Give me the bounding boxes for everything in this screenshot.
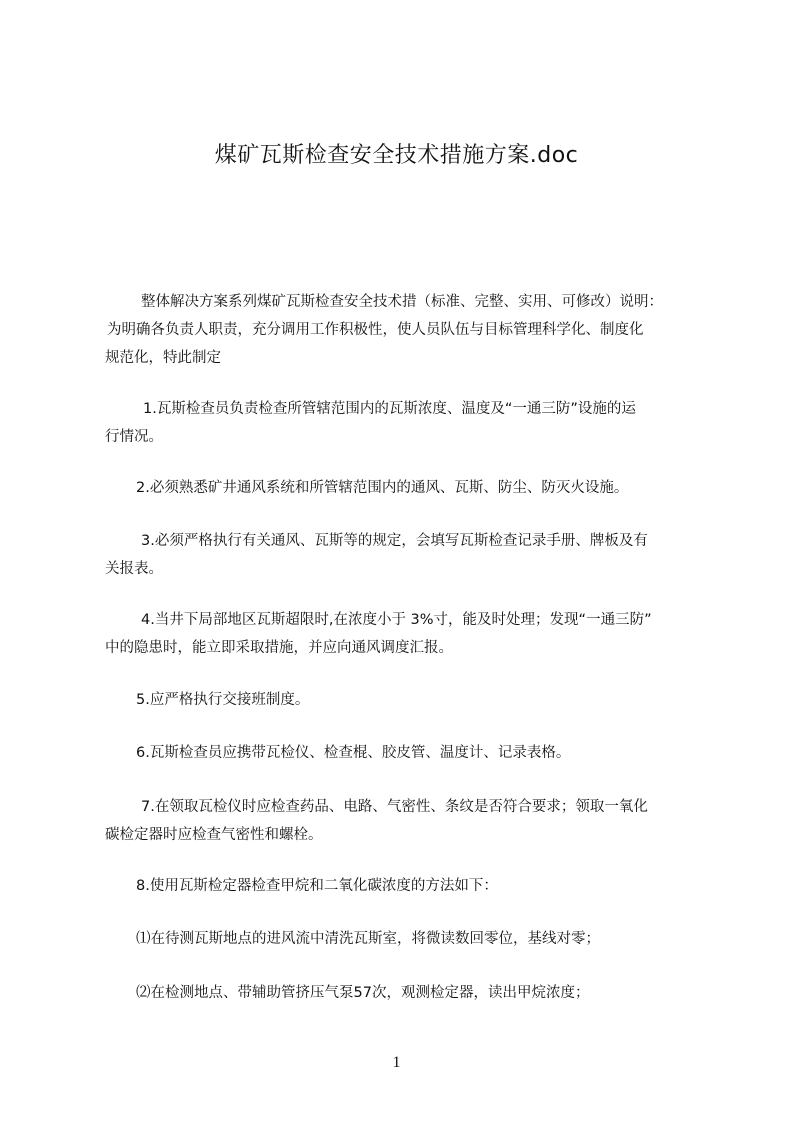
intro-paragraph [105, 288, 705, 372]
sub-item-1-text: ⑴在待测瓦斯地点的进风流中清洗瓦斯室，将微读数回零位，基线对零； [136, 931, 600, 947]
sub-item-2-text: ⑵在检测地点、带辅助管挤压气泵57次，观测检定器，读出甲烷浓度； [136, 985, 590, 1001]
list-item-1-line-1: 1.瓦斯检查员负责检查所管辖范围内的瓦斯浓度、温度及“一通三防”设施的运 [143, 401, 636, 417]
list-item-1-line-2: 行情况。 [105, 429, 163, 445]
list-item-7 [105, 793, 705, 849]
list-item-4-line-2: 中的隐患时，能立即采取措施，并应向通风调度汇报。 [105, 640, 453, 656]
list-item-4 [105, 606, 705, 662]
document-title: 煤矿瓦斯检查安全技术措施方案.doc [214, 143, 579, 168]
list-item-6-line-1: 6.瓦斯检查员应携带瓦检仪、检查棍、胶皮管、温度计、记录表格。 [136, 745, 571, 761]
list-item-3 [105, 527, 705, 583]
intro-line-3: 规范化，特此制定 [105, 350, 221, 366]
sub-item-2 [105, 979, 705, 1007]
list-item-7-line-2: 碳检定器时应检查气密性和螺栓。 [105, 827, 323, 843]
sub-item-1 [105, 925, 705, 953]
list-item-5 [105, 686, 705, 714]
list-item-3-line-1: 3.必须严格执行有关通风、瓦斯等的规定，会填写瓦斯检查记录手册、牌板及有 [141, 533, 648, 549]
intro-line-1: 整体解决方案系列煤矿瓦斯检查安全技术措（标准、完整、实用、可修改）说明： [141, 294, 663, 310]
list-item-8 [105, 872, 705, 900]
list-item-4-line-1: 4.当井下局部地区瓦斯超限时,在浓度小于 3%寸，能及时处理；发现“一通三防” [141, 612, 652, 628]
page-number: 1 [392, 1054, 401, 1071]
list-item-6 [105, 739, 705, 767]
list-item-7-line-1: 7.在领取瓦检仪时应检查药品、电路、气密性、条纹是否符合要求；领取一氧化 [141, 799, 648, 815]
list-item-1 [105, 395, 705, 451]
list-item-2-line-1: 2.必须熟悉矿井通风系统和所管辖范围内的通风、瓦斯、防尘、防灭火设施。 [136, 480, 629, 496]
list-item-5-line-1: 5.应严格执行交接班制度。 [136, 692, 310, 708]
list-item-8-line-1: 8.使用瓦斯检定器检查甲烷和二氧化碳浓度的方法如下： [136, 878, 498, 894]
list-item-2 [105, 474, 705, 502]
list-item-3-line-2: 关报表。 [105, 561, 163, 577]
intro-line-2: 为明确各负责人职责，充分调用工作积极性，使人员队伍与目标管理科学化、制度化 [107, 322, 644, 338]
